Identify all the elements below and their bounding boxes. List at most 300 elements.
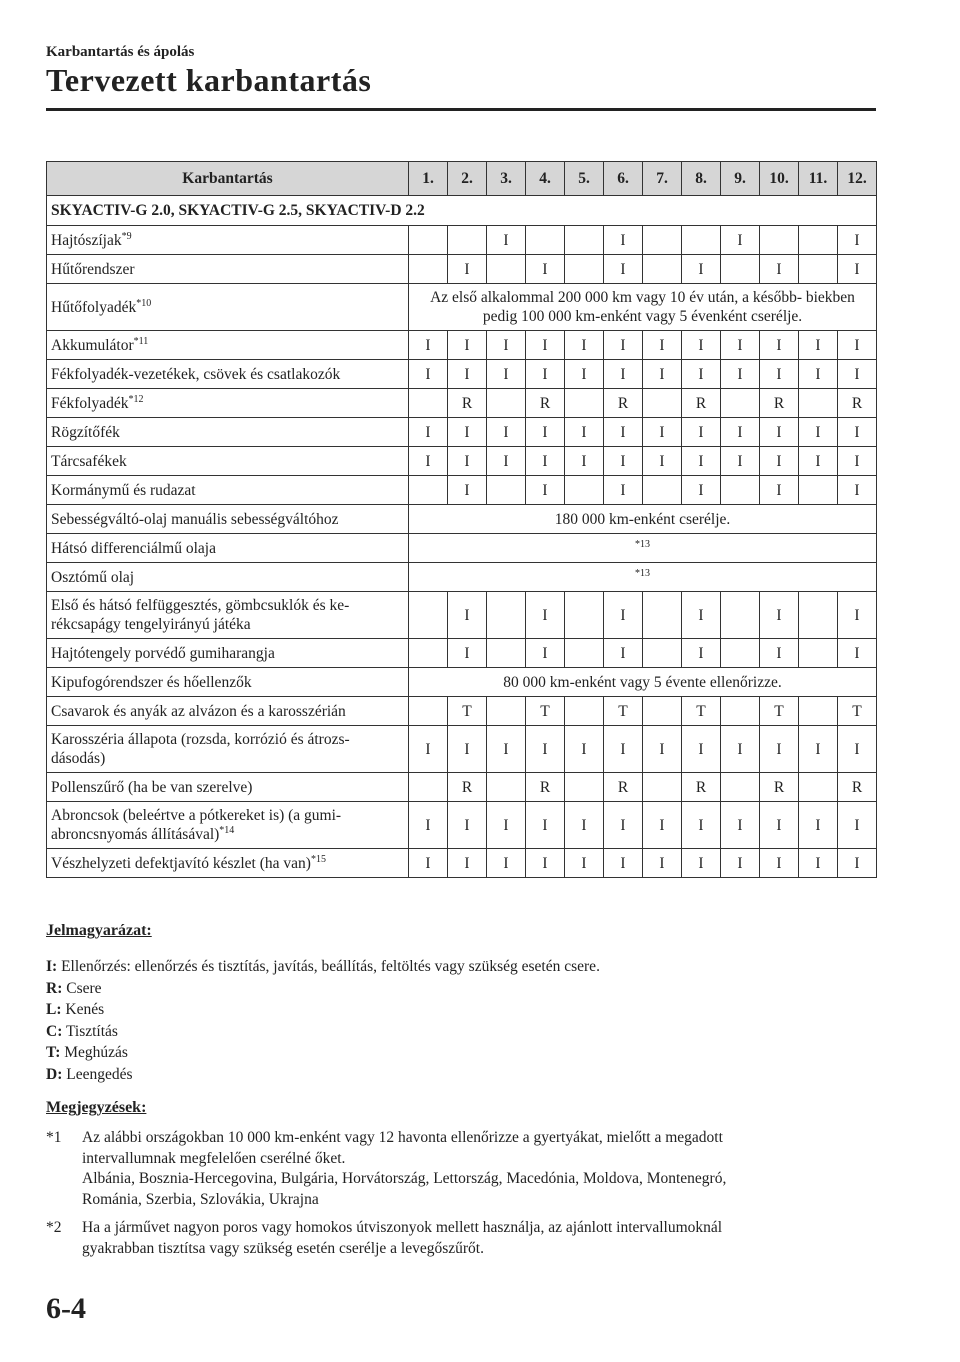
interval-cell: I — [526, 476, 565, 505]
table-row — [47, 639, 877, 668]
interval-cell — [760, 226, 799, 255]
interval-cell: I — [604, 476, 643, 505]
item-label-text: Kormánymű és rudazat — [51, 481, 196, 499]
item-label — [47, 505, 409, 534]
interval-cell — [565, 476, 604, 505]
table-row — [47, 389, 877, 418]
legend-key: C: — [46, 1022, 63, 1040]
interval-cell: I — [604, 802, 643, 849]
legend-text: Tisztítás — [65, 1022, 118, 1040]
interval-cell — [721, 773, 760, 802]
interval-cell: R — [448, 773, 487, 802]
legend-item — [46, 1021, 600, 1043]
table-row — [47, 418, 877, 447]
interval-cell: I — [760, 476, 799, 505]
note-number: *2 — [46, 1219, 62, 1236]
interval-cell — [565, 389, 604, 418]
interval-span-cell — [409, 563, 877, 592]
interval-cell: I — [838, 360, 877, 389]
interval-cell: I — [760, 418, 799, 447]
item-label-text: Osztómű olaj — [51, 568, 135, 586]
interval-cell: I — [760, 331, 799, 360]
note-line: intervallumnak megfelelően cserélné őket. — [82, 1149, 346, 1167]
interval-cell: R — [760, 773, 799, 802]
interval-cell: I — [838, 639, 877, 668]
interval-cell: I — [682, 418, 721, 447]
maintenance-table — [46, 161, 877, 878]
interval-cell — [487, 592, 526, 639]
interval-cell — [799, 773, 838, 802]
interval-cell: I — [448, 360, 487, 389]
interval-cell: I — [838, 255, 877, 284]
header-cell-interval: 10. — [760, 162, 799, 196]
interval-cell: I — [838, 592, 877, 639]
header-cell-interval: 11. — [799, 162, 838, 196]
item-label — [47, 389, 409, 418]
interval-cell: I — [682, 476, 721, 505]
header-cell-interval: 9. — [721, 162, 760, 196]
interval-cell: I — [799, 360, 838, 389]
table-row — [47, 802, 877, 849]
interval-cell — [487, 389, 526, 418]
item-label-text: Kipufogórendszer és hőellenzők — [51, 673, 252, 691]
interval-cell: I — [682, 802, 721, 849]
interval-cell: I — [409, 849, 448, 878]
table-row — [47, 592, 877, 639]
interval-cell — [565, 592, 604, 639]
table-row — [47, 447, 877, 476]
interval-cell — [643, 255, 682, 284]
interval-cell: I — [604, 226, 643, 255]
interval-cell: I — [799, 849, 838, 878]
interval-cell: I — [682, 726, 721, 773]
interval-cell — [565, 639, 604, 668]
interval-cell: I — [682, 592, 721, 639]
table-row — [47, 360, 877, 389]
item-label-text: Karosszéria állapota (rozsda, korrózió és átrozs- dásodás) — [51, 731, 350, 767]
footnote-ref: *13 — [635, 567, 650, 579]
item-label — [47, 697, 409, 726]
interval-cell: T — [682, 697, 721, 726]
interval-cell: I — [760, 255, 799, 284]
interval-cell: I — [448, 849, 487, 878]
interval-cell: I — [448, 802, 487, 849]
header-cell-interval: 4. — [526, 162, 565, 196]
interval-cell: I — [409, 331, 448, 360]
item-label-text: Sebességváltó-olaj manuális sebességváltóhoz — [51, 510, 339, 528]
interval-cell: I — [487, 849, 526, 878]
legend-text: Ellenőrzés: ellenőrzés és tisztítás, javítás, beállítás, feltöltés vagy szükség esetén csere. — [61, 958, 600, 975]
notes-title: Megjegyzések: — [46, 1099, 147, 1116]
interval-cell: T — [526, 697, 565, 726]
footnote-ref: *13 — [635, 538, 650, 550]
interval-cell: I — [682, 447, 721, 476]
item-label — [47, 447, 409, 476]
legend-key: R: — [46, 979, 63, 997]
interval-span-cell: 180 000 km-enként cserélje. — [409, 505, 877, 534]
interval-cell — [409, 226, 448, 255]
table-row — [47, 505, 877, 534]
table-row — [47, 726, 877, 773]
interval-cell: I — [682, 331, 721, 360]
footnote-ref: *11 — [133, 335, 149, 347]
interval-cell — [526, 226, 565, 255]
note-line: gyakrabban tisztítsa vagy szükség esetén cserélje a levegőszűrőt. — [82, 1239, 484, 1257]
interval-cell: I — [448, 255, 487, 284]
interval-cell: R — [838, 773, 877, 802]
legend-text: Kenés — [65, 1001, 105, 1018]
interval-cell: I — [799, 726, 838, 773]
footnote-ref: *9 — [121, 230, 132, 242]
interval-cell: I — [838, 726, 877, 773]
header-cell-interval: 8. — [682, 162, 721, 196]
item-label-text: Csavarok és anyák az alvázon és a karosszérián — [51, 702, 346, 720]
item-label-text: Fékfolyadék-vezetékek, csövek és csatlakozók — [51, 365, 341, 383]
interval-cell: I — [448, 592, 487, 639]
interval-cell: I — [799, 418, 838, 447]
interval-cell — [721, 255, 760, 284]
interval-cell: I — [448, 726, 487, 773]
interval-cell: I — [604, 639, 643, 668]
interval-cell: I — [604, 447, 643, 476]
note-line: Ha a járművet nagyon poros vagy homokos útviszonyok mellett használja, az ajánlott intervallumoknál — [82, 1219, 723, 1236]
interval-cell: I — [682, 639, 721, 668]
legend-text: Leengedés — [66, 1065, 133, 1083]
item-label — [47, 360, 409, 389]
interval-cell: I — [643, 802, 682, 849]
interval-cell: R — [682, 389, 721, 418]
interval-cell — [409, 476, 448, 505]
interval-cell: I — [604, 592, 643, 639]
header-cell-interval: 7. — [643, 162, 682, 196]
item-label — [47, 802, 409, 849]
interval-cell: I — [721, 802, 760, 849]
interval-cell: I — [643, 447, 682, 476]
interval-cell: I — [838, 447, 877, 476]
table-row — [47, 697, 877, 726]
interval-cell: I — [799, 447, 838, 476]
interval-cell — [643, 639, 682, 668]
table-row — [47, 668, 877, 697]
header-cell-maintenance: Karbantartás — [47, 162, 409, 196]
interval-cell — [409, 773, 448, 802]
interval-cell: I — [487, 360, 526, 389]
interval-cell: I — [604, 849, 643, 878]
interval-cell: I — [838, 476, 877, 505]
table-row — [47, 226, 877, 255]
interval-cell: I — [682, 255, 721, 284]
interval-cell: I — [565, 849, 604, 878]
legend-key: I: — [46, 958, 58, 975]
interval-cell — [487, 476, 526, 505]
header-cell-interval: 12. — [838, 162, 877, 196]
interval-cell: I — [682, 360, 721, 389]
item-label-text: Hűtőfolyadék — [51, 298, 137, 316]
interval-cell — [409, 639, 448, 668]
legend-key: L: — [46, 1001, 62, 1018]
item-label-text: Hátsó differenciálmű olaja — [51, 539, 216, 557]
legend-item — [46, 999, 600, 1021]
interval-cell: I — [643, 418, 682, 447]
interval-cell: T — [838, 697, 877, 726]
legend-key: T: — [46, 1044, 61, 1061]
interval-cell: I — [760, 360, 799, 389]
item-label — [47, 226, 409, 255]
page-number: 6-4 — [46, 1292, 86, 1325]
item-label — [47, 331, 409, 360]
footnote-ref: *14 — [219, 824, 235, 836]
table-row — [47, 534, 877, 563]
table-row — [47, 255, 877, 284]
interval-cell: I — [526, 255, 565, 284]
note-line: Románia, Szerbia, Szlovákia, Ukrajna — [82, 1190, 319, 1208]
interval-cell: I — [721, 331, 760, 360]
interval-cell — [799, 476, 838, 505]
interval-cell: I — [409, 447, 448, 476]
note-line: Az alábbi országokban 10 000 km-enként vagy 12 havonta ellenőrizze a gyertyákat, mielőtt a megadott — [82, 1129, 723, 1146]
interval-cell: I — [682, 849, 721, 878]
item-label — [47, 726, 409, 773]
interval-cell: I — [721, 726, 760, 773]
interval-cell: R — [760, 389, 799, 418]
interval-cell: I — [487, 331, 526, 360]
interval-cell — [799, 255, 838, 284]
interval-cell — [409, 255, 448, 284]
interval-cell: I — [565, 802, 604, 849]
interval-cell: I — [799, 802, 838, 849]
item-label-text: Első és hátsó felfüggesztés, gömbcsuklók és ke- rékcsapágy tengelyirányú játéka — [51, 597, 350, 633]
item-label-text: Rögzítőfék — [51, 423, 120, 441]
legend-item — [46, 978, 600, 1000]
interval-cell: I — [526, 360, 565, 389]
interval-cell: I — [760, 592, 799, 639]
interval-cell — [721, 639, 760, 668]
footnote-ref: *15 — [310, 853, 326, 865]
interval-cell: R — [526, 773, 565, 802]
interval-cell — [409, 389, 448, 418]
legend-item — [46, 956, 600, 978]
interval-cell — [643, 226, 682, 255]
interval-cell: I — [526, 418, 565, 447]
item-label-text: Hűtőrendszer — [51, 260, 135, 278]
interval-cell — [721, 476, 760, 505]
table-row — [47, 284, 877, 331]
interval-cell: I — [643, 331, 682, 360]
legend-text: Csere — [66, 979, 102, 997]
interval-cell — [721, 697, 760, 726]
interval-cell: I — [526, 592, 565, 639]
interval-cell: R — [682, 773, 721, 802]
item-label — [47, 534, 409, 563]
interval-cell: I — [721, 849, 760, 878]
interval-cell: I — [838, 418, 877, 447]
interval-cell — [487, 255, 526, 284]
item-label-text: Abroncsok (beleértve a pótkereket is) (a gumi- abroncsnyomás állításával) — [51, 807, 342, 843]
interval-cell: I — [721, 226, 760, 255]
interval-cell: T — [448, 697, 487, 726]
page-title: Tervezett karbantartás — [46, 62, 372, 98]
group-row — [47, 196, 877, 226]
interval-cell — [565, 697, 604, 726]
item-label-text: Hajtószíjak — [51, 231, 122, 249]
interval-cell: I — [526, 849, 565, 878]
note-number: *1 — [46, 1129, 62, 1146]
header-cell-interval: 5. — [565, 162, 604, 196]
interval-cell: I — [604, 331, 643, 360]
item-label — [47, 773, 409, 802]
interval-cell — [487, 639, 526, 668]
interval-cell — [682, 226, 721, 255]
interval-cell: R — [526, 389, 565, 418]
section-label: Karbantartás és ápolás — [46, 44, 195, 60]
interval-cell: I — [721, 447, 760, 476]
interval-cell — [799, 226, 838, 255]
item-label — [47, 592, 409, 639]
interval-cell: I — [526, 802, 565, 849]
interval-cell — [643, 476, 682, 505]
table-row — [47, 476, 877, 505]
interval-cell — [409, 592, 448, 639]
interval-cell: I — [526, 639, 565, 668]
interval-cell: I — [565, 447, 604, 476]
interval-cell: I — [448, 331, 487, 360]
item-label — [47, 476, 409, 505]
interval-cell — [448, 226, 487, 255]
item-label — [47, 255, 409, 284]
table-row — [47, 773, 877, 802]
header-cell-interval: 2. — [448, 162, 487, 196]
interval-cell: I — [760, 447, 799, 476]
table-row — [47, 563, 877, 592]
interval-cell: I — [487, 418, 526, 447]
interval-cell — [799, 389, 838, 418]
interval-cell: I — [526, 331, 565, 360]
interval-cell: I — [760, 726, 799, 773]
footnote-ref: *10 — [136, 297, 152, 309]
interval-cell — [643, 592, 682, 639]
interval-cell: I — [838, 802, 877, 849]
header-cell-interval: 3. — [487, 162, 526, 196]
interval-cell — [565, 255, 604, 284]
item-label — [47, 418, 409, 447]
interval-cell: I — [565, 360, 604, 389]
item-label-text: Tárcsafékek — [51, 452, 127, 470]
interval-cell: I — [487, 447, 526, 476]
table-header-row — [47, 162, 877, 196]
footnote-ref: *12 — [128, 393, 144, 405]
table-row — [47, 331, 877, 360]
legend-item — [46, 1064, 600, 1086]
interval-span-cell: Az első alkalommal 200 000 km vagy 10 év után, a később- biekben pedig 100 000 km-enként vagy 5 évenként cserélje. — [409, 284, 877, 331]
interval-cell: T — [760, 697, 799, 726]
interval-cell: R — [838, 389, 877, 418]
legend-key: D: — [46, 1065, 63, 1083]
interval-cell: I — [760, 639, 799, 668]
interval-cell: R — [604, 389, 643, 418]
interval-cell: I — [721, 418, 760, 447]
table-row — [47, 849, 877, 878]
legend — [46, 956, 600, 1085]
interval-cell: I — [760, 849, 799, 878]
interval-cell: I — [409, 418, 448, 447]
interval-cell: I — [448, 639, 487, 668]
item-label — [47, 284, 409, 331]
legend-text: Meghúzás — [64, 1044, 128, 1061]
interval-cell: I — [526, 726, 565, 773]
interval-cell: I — [838, 226, 877, 255]
interval-cell — [799, 592, 838, 639]
item-label-text: Fékfolyadék — [51, 394, 129, 412]
interval-cell: I — [487, 226, 526, 255]
interval-cell: I — [526, 447, 565, 476]
interval-cell — [643, 389, 682, 418]
interval-cell — [721, 592, 760, 639]
interval-cell: I — [409, 726, 448, 773]
item-label — [47, 668, 409, 697]
interval-cell: I — [604, 418, 643, 447]
interval-cell: T — [604, 697, 643, 726]
item-label-text: Akkumulátor — [51, 336, 134, 354]
interval-cell: I — [565, 331, 604, 360]
legend-item — [46, 1042, 600, 1064]
interval-cell — [487, 773, 526, 802]
interval-cell: I — [487, 802, 526, 849]
interval-cell: I — [799, 331, 838, 360]
interval-cell: I — [838, 331, 877, 360]
interval-cell: I — [487, 726, 526, 773]
item-label — [47, 639, 409, 668]
header-cell-interval: 1. — [409, 162, 448, 196]
interval-cell — [799, 697, 838, 726]
header-cell-interval: 6. — [604, 162, 643, 196]
interval-cell — [565, 773, 604, 802]
interval-cell: I — [760, 802, 799, 849]
item-label-text: Hajtótengely porvédő gumiharangja — [51, 644, 275, 662]
legend-title: Jelmagyarázat: — [46, 922, 152, 939]
interval-span-cell: 80 000 km-enként vagy 5 évente ellenőrizze. — [409, 668, 877, 697]
interval-cell: I — [448, 418, 487, 447]
item-label — [47, 849, 409, 878]
interval-cell: I — [604, 726, 643, 773]
interval-cell — [409, 697, 448, 726]
engine-group-title: SKYACTIV-G 2.0, SKYACTIV-G 2.5, SKYACTIV-D 2.2 — [47, 196, 877, 226]
interval-cell: I — [604, 255, 643, 284]
interval-cell: I — [409, 360, 448, 389]
interval-cell — [799, 639, 838, 668]
interval-cell: I — [643, 360, 682, 389]
interval-cell: I — [409, 802, 448, 849]
interval-span-cell — [409, 534, 877, 563]
interval-cell: I — [448, 476, 487, 505]
interval-cell — [487, 697, 526, 726]
item-label-text: Vészhelyzeti defektjavító készlet (ha van) — [51, 854, 311, 872]
interval-cell — [643, 773, 682, 802]
interval-cell: I — [643, 849, 682, 878]
item-label — [47, 563, 409, 592]
interval-cell: I — [565, 418, 604, 447]
interval-cell — [721, 389, 760, 418]
interval-cell: I — [604, 360, 643, 389]
interval-cell — [565, 226, 604, 255]
interval-cell: I — [448, 447, 487, 476]
interval-cell: R — [448, 389, 487, 418]
note-line: Albánia, Bosznia-Hercegovina, Bulgária, Horvátország, Lettország, Macedónia, Moldova, Montenegró, — [82, 1170, 727, 1187]
interval-cell: I — [721, 360, 760, 389]
interval-cell: I — [643, 726, 682, 773]
interval-cell: I — [838, 849, 877, 878]
title-divider — [46, 108, 876, 111]
item-label-text: Pollenszűrő (ha be van szerelve) — [51, 778, 253, 796]
